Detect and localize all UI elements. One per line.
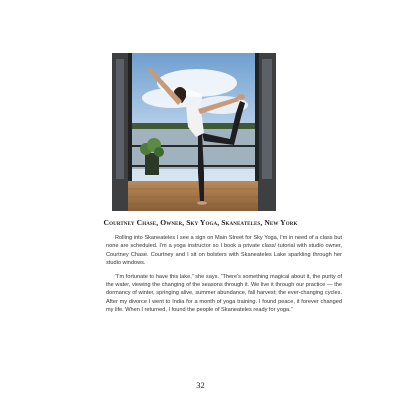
paragraph: Rolling into Skaneateles I see a sign on Main Street for Sky Yoga, I'm in need of a class but none are scheduled. I'm a yoga instructor so I book a private class/ tutorial with studio owner, Courtney Chase. Courtney and I sit on bolsters with Skaneateles Lake sparkling through her studio windows. <box>106 235 342 267</box>
page-number: 32 <box>196 380 205 390</box>
paragraph: “I'm fortunate to have this lake,” she says. “There's something magical about it, the purity of the water, viewing the changing of the seasons through it. We live it through our practice — the dormancy of winter, springing alive, summer abundance, fall harvest; the ever-changing cycles. After my divorce I went to India for a month of yoga training. I found peace, it forever changed my life. When I returned, I found the people of Skaneateles ready for yoga.” <box>106 273 342 314</box>
photo-caption: Courtney Chase, Owner, Sky Yoga, Skaneateles, New York <box>103 218 298 227</box>
yoga-photo-illustration <box>112 53 276 211</box>
yoga-photo <box>112 53 276 211</box>
article-body <box>106 234 342 320</box>
